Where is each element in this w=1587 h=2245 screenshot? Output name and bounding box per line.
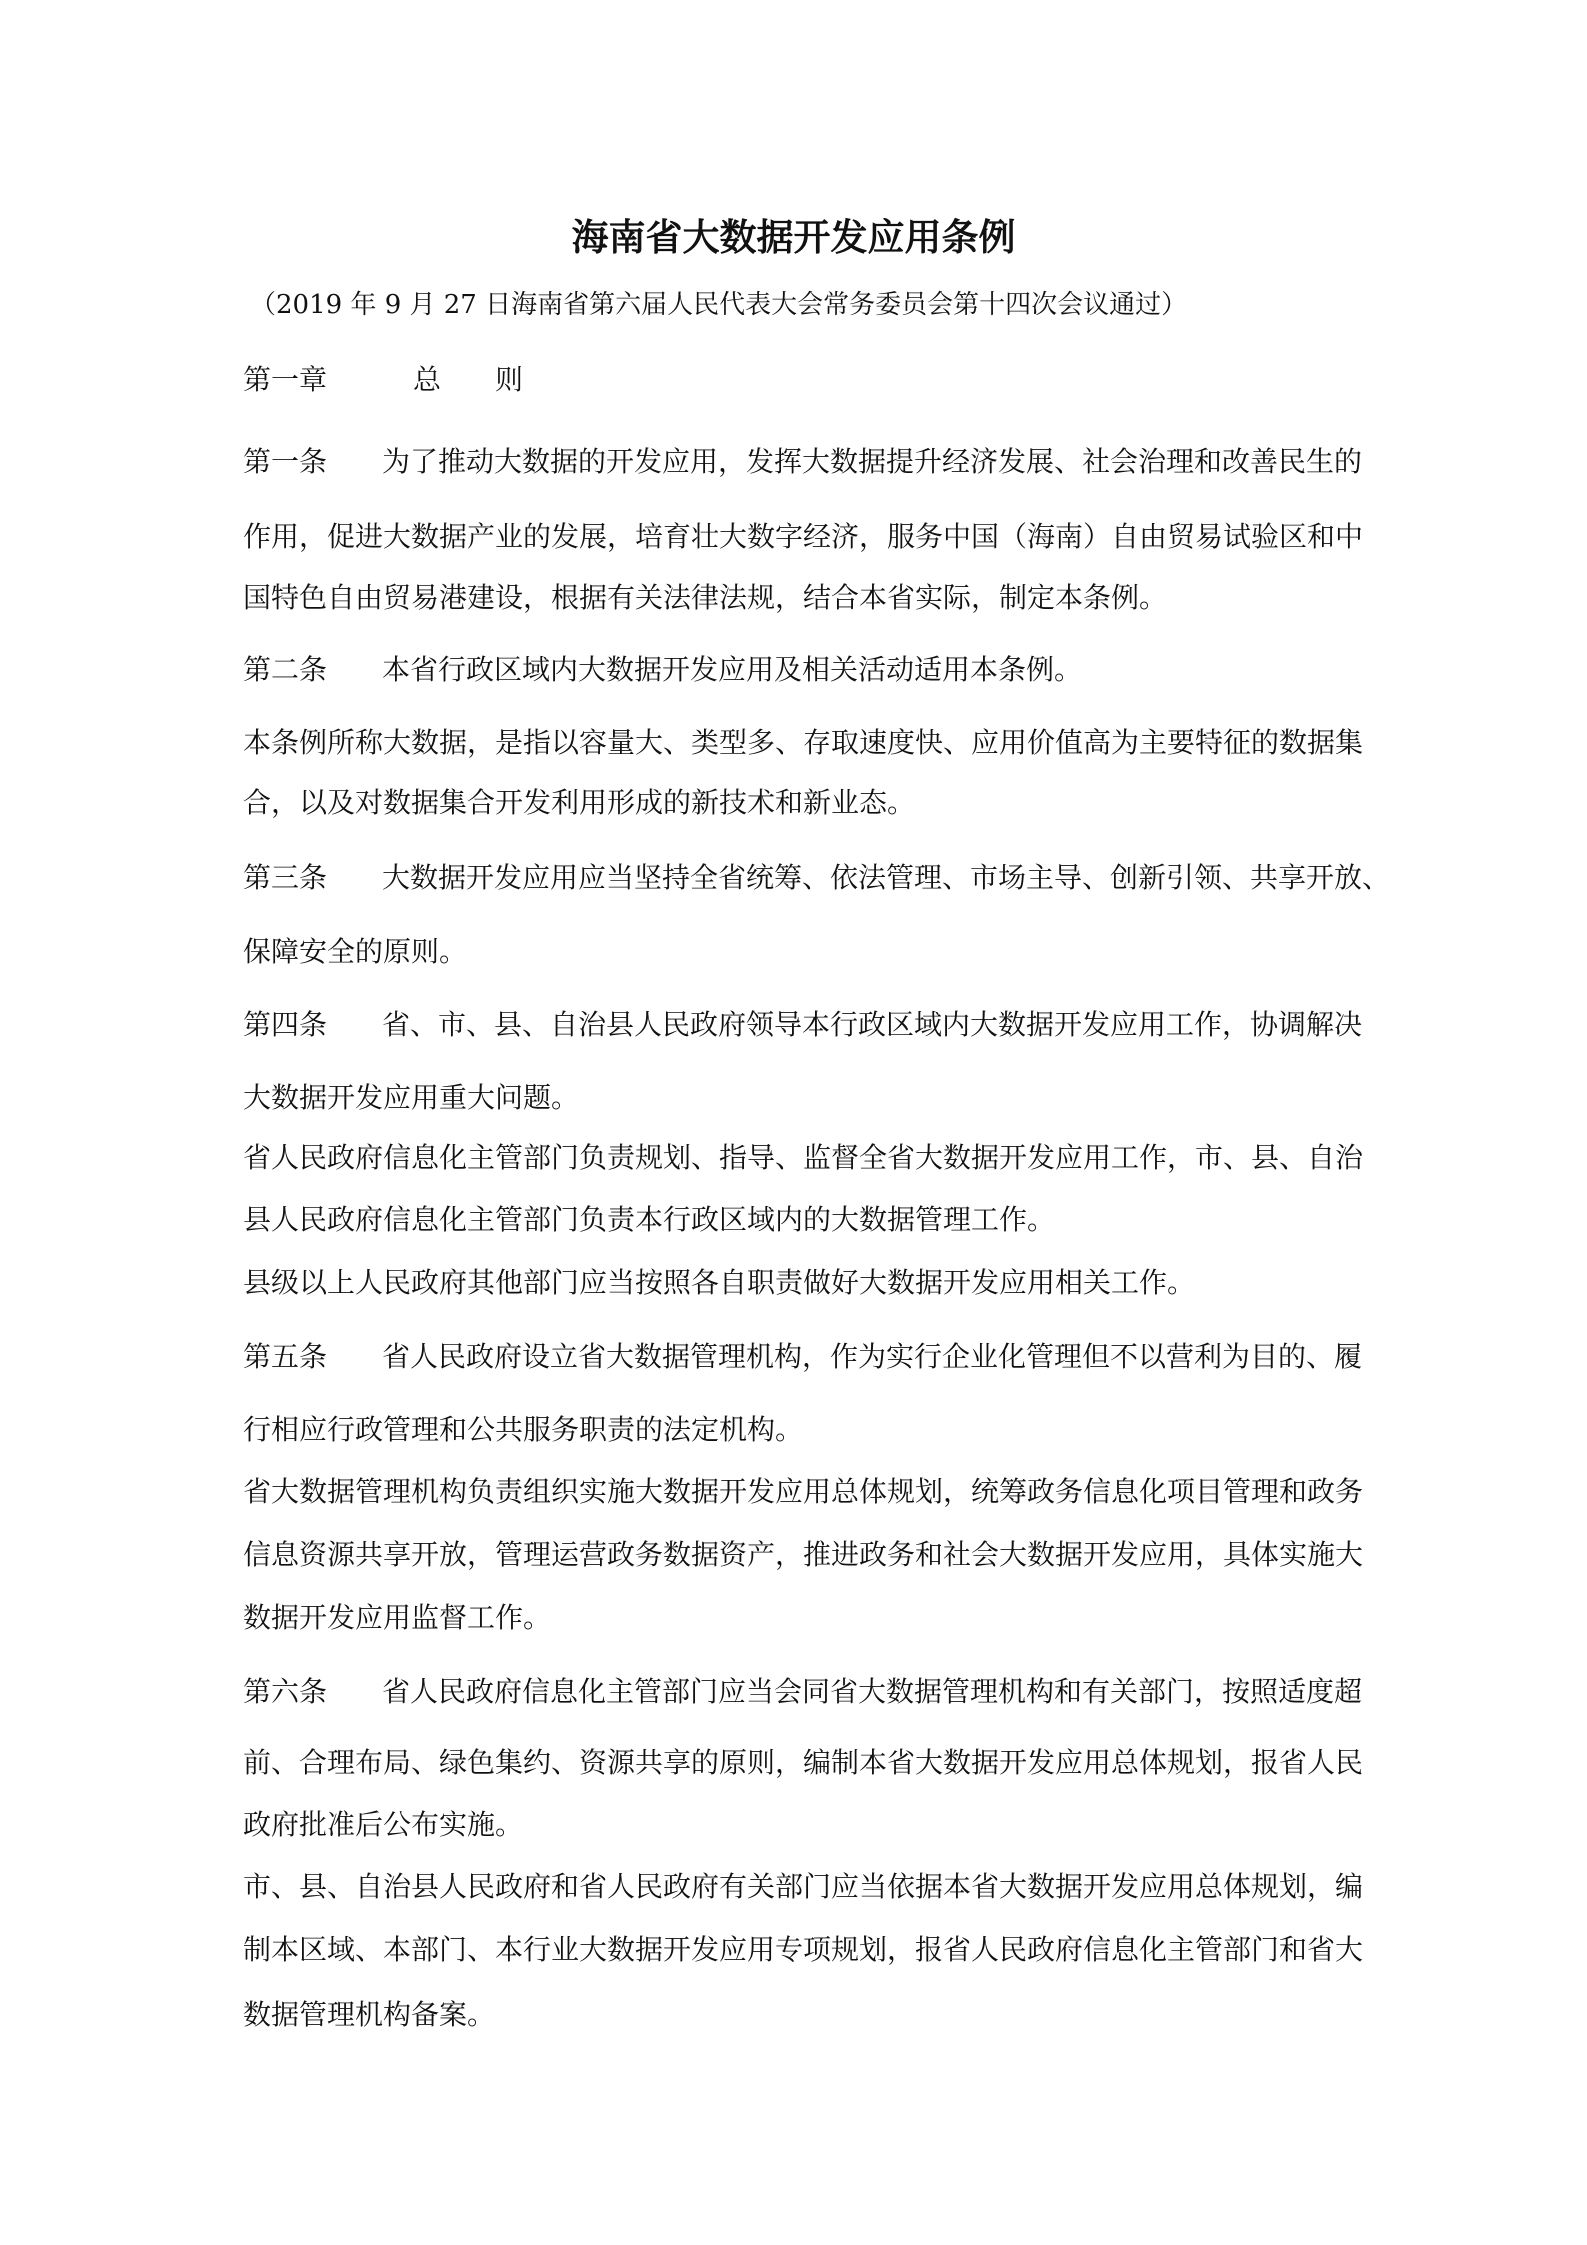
document-title: 海南省大数据开发应用条例 [571,216,1016,259]
article-2-line-2: 本条例所称大数据，是指以容量大、类型多、存取速度快、应用价值高为主要特征的数据集 [243,726,1364,759]
article-2-line-1 [243,652,1343,688]
article-4-line-5: 县级以上人民政府其他部门应当按照各自职责做好大数据开发应用相关工作。 [243,1266,1196,1299]
article-1-line-2: 作用，促进大数据产业的发展，培育壮大数字经济，服务中国（海南）自由贸易试验区和中 [243,520,1364,553]
article-5-line-2: 行相应行政管理和公共服务职责的法定机构。 [243,1413,804,1446]
article-number: 第六条 [243,1675,328,1708]
article-number: 第二条 [243,653,328,686]
article-6-line-1 [243,1674,1363,1710]
article-number: 第四条 [243,1008,328,1041]
article-text: 省人民政府信息化主管部门应当会同省大数据管理机构和有关部门，按照适度超 [382,1675,1363,1708]
article-6-line-2: 前、合理布局、绿色集约、资源共享的原则，编制本省大数据开发应用总体规划，报省人民 [243,1746,1364,1779]
article-1-line-1 [243,444,1363,480]
article-4-line-4: 县人民政府信息化主管部门负责本行政区域内的大数据管理工作。 [243,1203,1056,1236]
chapter-title-part1: 总 [413,363,442,396]
article-number: 第五条 [243,1340,328,1373]
article-6-line-5: 制本区域、本部门、本行业大数据开发应用专项规划，报省人民政府信息化主管部门和省大 [243,1933,1364,1966]
article-text: 本省行政区域内大数据开发应用及相关活动适用本条例。 [382,653,1083,686]
chapter-number: 第一章 [243,363,328,396]
article-5-line-5: 数据开发应用监督工作。 [243,1601,552,1634]
article-3-line-2: 保障安全的原则。 [243,935,468,968]
article-number: 第一条 [243,445,328,478]
article-5-line-3: 省大数据管理机构负责组织实施大数据开发应用总体规划，统筹政务信息化项目管理和政务 [243,1475,1364,1508]
article-number: 第三条 [243,861,328,894]
article-4-line-3: 省人民政府信息化主管部门负责规划、指导、监督全省大数据开发应用工作，市、县、自治 [243,1141,1364,1174]
article-6-line-4: 市、县、自治县人民政府和省人民政府有关部门应当依据本省大数据开发应用总体规划，编 [243,1870,1364,1903]
article-1-line-3: 国特色自由贸易港建设，根据有关法律法规，结合本省实际，制定本条例。 [243,581,1168,614]
chapter-heading [243,362,1343,398]
article-2-line-3: 合，以及对数据集合开发利用形成的新技术和新业态。 [243,786,916,819]
article-text: 省人民政府设立省大数据管理机构，作为实行企业化管理但不以营利为目的、履 [382,1340,1363,1373]
article-3-line-1 [243,860,1391,896]
article-4-line-2: 大数据开发应用重大问题。 [243,1081,580,1114]
article-text: 大数据开发应用应当坚持全省统筹、依法管理、市场主导、创新引领、共享开放、 [382,861,1391,894]
document-subtitle: （2019 年 9 月 27 日海南省第六届人民代表大会常务委员会第十四次会议通过） [250,290,1188,320]
article-text: 为了推动大数据的开发应用，发挥大数据提升经济发展、社会治理和改善民生的 [382,445,1363,478]
article-6-line-3: 政府批准后公布实施。 [243,1808,524,1841]
article-6-line-6: 数据管理机构备案。 [243,1998,496,2031]
article-4-line-1 [243,1007,1363,1043]
article-5-line-1 [243,1339,1363,1375]
chapter-title-part2: 则 [495,363,524,396]
article-5-line-4: 信息资源共享开放，管理运营政务数据资产，推进政务和社会大数据开发应用，具体实施大 [243,1538,1364,1571]
article-text: 省、市、县、自治县人民政府领导本行政区域内大数据开发应用工作，协调解决 [382,1008,1363,1041]
